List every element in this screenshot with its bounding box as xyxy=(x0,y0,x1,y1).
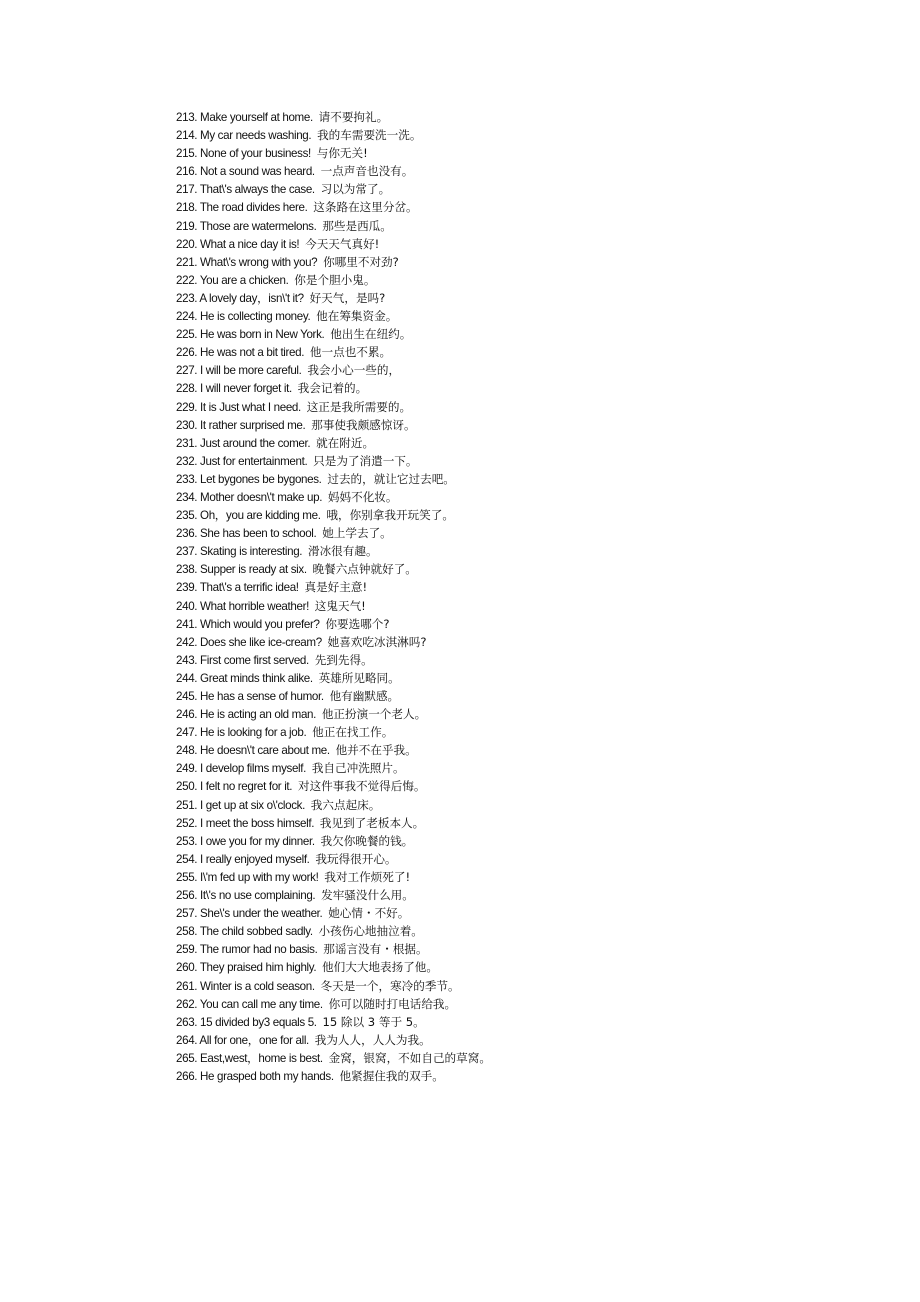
english-phrase: 263. 15 divided by3 equals 5. xyxy=(176,1015,317,1029)
phrase-row xyxy=(176,1013,491,1031)
english-phrase: 244. Great minds think alike. xyxy=(176,671,313,685)
chinese-translation: 我见到了老板本人。 xyxy=(319,815,425,830)
english-phrase: 216. Not a sound was heard. xyxy=(176,165,315,179)
phrase-row xyxy=(176,180,491,198)
english-phrase: 248. He doesn\'t care about me. xyxy=(176,744,330,758)
chinese-translation: 我玩得很开心。 xyxy=(315,851,397,866)
phrase-row xyxy=(176,560,491,578)
english-phrase: 214. My car needs washing. xyxy=(176,129,312,143)
phrase-row xyxy=(176,597,491,615)
phrase-row xyxy=(176,488,491,506)
chinese-translation: 发牢骚没什么用。 xyxy=(321,888,414,903)
chinese-translation: 我六点起床。 xyxy=(310,797,381,812)
phrase-row xyxy=(176,687,491,705)
phrase-row xyxy=(176,633,491,651)
phrase-row xyxy=(176,398,491,416)
english-phrase: 259. The rumor had no basis. xyxy=(176,943,318,957)
chinese-translation: 他有幽默感。 xyxy=(329,689,400,703)
phrase-row xyxy=(176,922,491,940)
english-phrase: 246. He is acting an old man. xyxy=(176,708,317,722)
english-phrase: 232. Just for entertainment. xyxy=(176,454,308,468)
phrase-row xyxy=(176,470,491,488)
phrase-row xyxy=(176,434,491,452)
english-phrase: 247. He is looking for a job. xyxy=(176,726,307,740)
phrase-row xyxy=(176,506,491,524)
chinese-translation: 晚餐六点钟就好了。 xyxy=(312,562,417,577)
chinese-translation: 我会小心一些的， xyxy=(307,363,401,378)
phrase-row xyxy=(176,542,491,560)
chinese-translation: 先到先得。 xyxy=(314,652,373,667)
chinese-translation: 今天天气真好! xyxy=(305,236,380,251)
phrase-row xyxy=(176,1049,491,1067)
english-phrase: 231. Just around the comer. xyxy=(176,436,311,450)
chinese-translation: 只是为了消遣一下。 xyxy=(313,453,418,468)
phrase-row xyxy=(176,723,491,741)
phrase-row xyxy=(176,759,491,777)
phrase-row xyxy=(176,524,491,542)
english-phrase: 215. None of your business! xyxy=(176,147,311,161)
english-phrase: 266. He grasped both my hands. xyxy=(176,1069,334,1083)
english-phrase: 237. Skating is interesting. xyxy=(176,545,303,559)
phrase-row xyxy=(176,253,491,271)
chinese-translation: 英雄所见略同。 xyxy=(318,670,400,685)
phrase-row xyxy=(176,940,491,958)
phrase-row xyxy=(176,832,491,850)
chinese-translation: 妈妈不化妆。 xyxy=(327,489,398,504)
english-phrase: 253. I owe you for my dinner. xyxy=(176,834,315,848)
phrase-row xyxy=(176,271,491,289)
phrase-row xyxy=(176,307,491,325)
chinese-translation: 冬天是一个，寒冷的季节。 xyxy=(320,978,460,993)
phrase-row xyxy=(176,1031,491,1049)
phrase-list xyxy=(176,108,491,1085)
phrase-row xyxy=(176,578,491,596)
chinese-translation: 习以为常了。 xyxy=(320,182,391,197)
chinese-translation: 我欠你晚餐的钱。 xyxy=(320,833,414,848)
english-phrase: 242. Does she like ice-cream? xyxy=(176,635,322,649)
phrase-row xyxy=(176,977,491,995)
english-phrase: 226. He was not a bit tired. xyxy=(176,346,305,360)
chinese-translation: 这正是我所需要的。 xyxy=(306,399,412,414)
phrase-row xyxy=(176,162,491,180)
chinese-translation: 小孩伤心地抽泣着。 xyxy=(318,924,423,939)
english-phrase: 245. He has a sense of humor. xyxy=(176,690,324,703)
chinese-translation: 这鬼天气! xyxy=(314,598,366,613)
english-phrase: 219. Those are watermelons. xyxy=(176,219,317,233)
english-phrase: 265. East,west，home is best. xyxy=(176,1051,323,1065)
english-phrase: 240. What horrible weather! xyxy=(176,599,309,613)
english-phrase: 233. Let bygones be bygones. xyxy=(176,472,322,486)
phrase-row xyxy=(176,379,491,397)
chinese-translation: 她上学去了。 xyxy=(322,526,392,541)
english-phrase: 236. She has been to school. xyxy=(176,527,317,541)
chinese-translation: 我会记着的。 xyxy=(297,381,368,396)
phrase-row xyxy=(176,343,491,361)
english-phrase: 238. Supper is ready at six. xyxy=(176,563,307,577)
chinese-translation: 对这件事我不觉得后悔。 xyxy=(297,779,426,794)
chinese-translation: 我的车需要洗一洗。 xyxy=(317,128,422,143)
english-phrase: 249. I develop films myself. xyxy=(176,762,307,776)
phrase-row xyxy=(176,1067,491,1085)
chinese-translation: 好天气，是吗? xyxy=(309,290,386,305)
english-phrase: 257. She\'s under the weather. xyxy=(176,907,323,921)
chinese-translation: 他正在找工作。 xyxy=(312,725,394,740)
phrase-row xyxy=(176,615,491,633)
english-phrase: 218. The road divides here. xyxy=(176,201,308,215)
chinese-translation: 过去的，就让它过去吧。 xyxy=(327,471,455,486)
chinese-translation: 你是个胆小鬼。 xyxy=(294,272,376,287)
chinese-translation: 滑冰很有趣。 xyxy=(307,544,378,559)
english-phrase: 223. A lovely day，isn\'t it? xyxy=(176,291,304,305)
chinese-translation: 你可以随时打电话给我。 xyxy=(328,996,457,1011)
phrase-row xyxy=(176,235,491,253)
english-phrase: 221. What\'s wrong with you? xyxy=(176,255,318,269)
chinese-translation: 你要选哪个? xyxy=(325,616,390,631)
phrase-row xyxy=(176,217,491,235)
phrase-row xyxy=(176,850,491,868)
english-phrase: 228. I will never forget it. xyxy=(176,382,292,396)
phrase-row xyxy=(176,958,491,976)
chinese-translation: 他正扮演一个老人。 xyxy=(321,707,427,722)
english-phrase: 255. I\'m fed up with my work! xyxy=(176,870,319,884)
phrase-row xyxy=(176,126,491,144)
chinese-translation: 与你无关! xyxy=(316,146,368,161)
english-phrase: 229. It is Just what I need. xyxy=(176,400,301,414)
phrase-row xyxy=(176,361,491,379)
english-phrase: 260. They praised him highly. xyxy=(176,961,317,975)
phrase-row xyxy=(176,796,491,814)
english-phrase: 264. All for one，one for all. xyxy=(176,1033,309,1047)
english-phrase: 222. You are a chicken. xyxy=(176,273,289,287)
phrase-row xyxy=(176,144,491,162)
english-phrase: 230. It rather surprised me. xyxy=(176,418,306,432)
english-phrase: 234. Mother doesn\'t make up. xyxy=(176,490,323,504)
phrase-row xyxy=(176,814,491,832)
english-phrase: 217. That\'s always the case. xyxy=(176,183,315,197)
chinese-translation: 他们大大地表扬了他。 xyxy=(322,960,438,975)
phrase-row xyxy=(176,416,491,434)
english-phrase: 252. I meet the boss himself. xyxy=(176,816,315,830)
chinese-translation: 她喜欢吃冰淇淋吗? xyxy=(327,634,427,649)
english-phrase: 220. What a nice day it is! xyxy=(176,237,300,251)
phrase-row xyxy=(176,108,491,126)
chinese-translation: 一点声音也没有。 xyxy=(320,164,414,179)
chinese-translation: 我对工作烦死了! xyxy=(324,869,411,884)
english-phrase: 239. That\'s a terrific idea! xyxy=(176,581,299,595)
phrase-row xyxy=(176,669,491,687)
phrase-row xyxy=(176,325,491,343)
phrase-row xyxy=(176,705,491,723)
chinese-translation: 15 除以 3 等于 5。 xyxy=(322,1014,425,1029)
english-phrase: 213. Make yourself at home. xyxy=(176,111,313,124)
chinese-translation: 我自己冲洗照片。 xyxy=(311,761,405,776)
english-phrase: 256. It\'s no use complaining. xyxy=(176,889,316,903)
chinese-translation: 他在筹集资金。 xyxy=(316,309,398,324)
chinese-translation: 她心情・不好。 xyxy=(328,906,410,921)
english-phrase: 262. You can call me any time. xyxy=(176,997,323,1011)
chinese-translation: 那谣言没有・根据。 xyxy=(323,942,428,957)
chinese-translation: 哦，你别拿我开玩笑了。 xyxy=(326,508,454,523)
chinese-translation: 金窝，银窝，不如自己的草窝。 xyxy=(328,1050,491,1065)
english-phrase: 227. I will be more careful. xyxy=(176,364,302,378)
english-phrase: 224. He is collecting money. xyxy=(176,310,311,324)
english-phrase: 243. First come first served. xyxy=(176,653,309,667)
chinese-translation: 这条路在这里分岔。 xyxy=(313,200,418,215)
english-phrase: 254. I really enjoyed myself. xyxy=(176,852,310,866)
chinese-translation: 你哪里不对劲? xyxy=(323,254,399,269)
chinese-translation: 就在附近。 xyxy=(316,435,375,450)
english-phrase: 258. The child sobbed sadly. xyxy=(176,925,313,939)
phrase-row xyxy=(176,651,491,669)
english-phrase: 225. He was born in New York. xyxy=(176,328,325,342)
chinese-translation: 他并不在乎我。 xyxy=(335,743,417,758)
phrase-row xyxy=(176,777,491,795)
english-phrase: 241. Which would you prefer? xyxy=(176,617,320,631)
chinese-translation: 我为人人，人人为我。 xyxy=(314,1032,431,1047)
chinese-translation: 他一点也不累。 xyxy=(309,345,392,360)
phrase-row xyxy=(176,741,491,759)
phrase-row xyxy=(176,289,491,307)
chinese-translation: 真是好主意! xyxy=(304,580,368,595)
english-phrase: 250. I felt no regret for it. xyxy=(176,780,293,794)
chinese-translation: 那些是西瓜。 xyxy=(322,218,392,233)
english-phrase: 251. I get up at six o\'clock. xyxy=(176,798,305,812)
phrase-row xyxy=(176,868,491,886)
chinese-translation: 他紧握住我的双手。 xyxy=(339,1068,444,1083)
english-phrase: 261. Winter is a cold season. xyxy=(176,979,315,993)
phrase-row xyxy=(176,886,491,904)
english-phrase: 235. Oh，you are kidding me. xyxy=(176,509,321,523)
phrase-row xyxy=(176,904,491,922)
chinese-translation: 那事使我颇感惊讶。 xyxy=(311,417,416,432)
phrase-row xyxy=(176,198,491,216)
phrase-row xyxy=(176,452,491,470)
phrase-row xyxy=(176,995,491,1013)
chinese-translation: 请不要拘礼。 xyxy=(318,110,389,124)
chinese-translation: 他出生在纽约。 xyxy=(330,327,412,342)
